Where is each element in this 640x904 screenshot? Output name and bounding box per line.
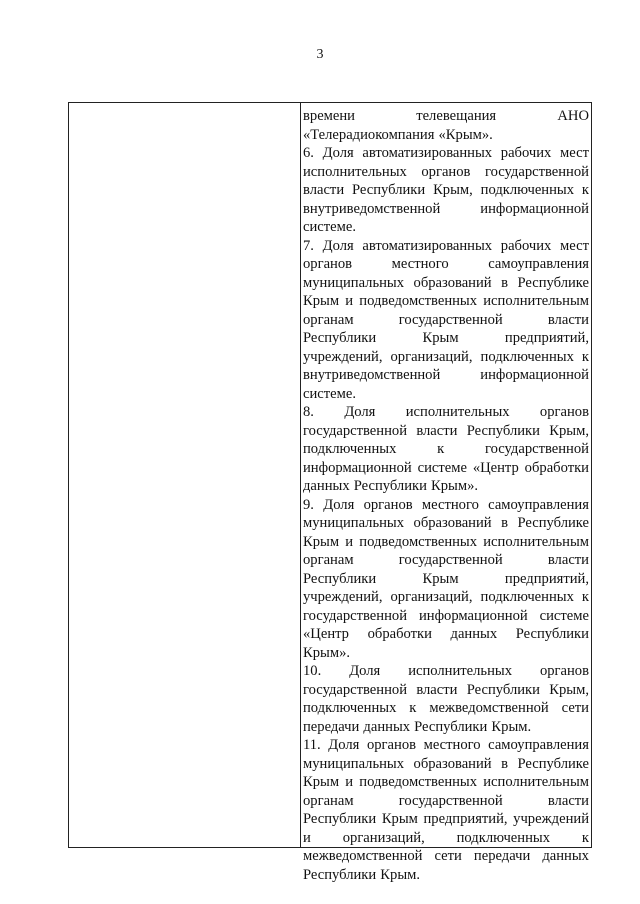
- text-line: органам государственной власти: [303, 311, 589, 328]
- text-line: информационной системе «Центр обработки: [303, 459, 589, 476]
- text-line: 8. Доля исполнительных органов: [303, 404, 589, 420]
- text-line: «Телерадиокомпания «Крым».: [303, 126, 493, 143]
- text-line: исполнительных органов государственной: [303, 163, 589, 180]
- page-number: 3: [316, 47, 324, 62]
- text-line: власти Республики Крым, подключенных к: [303, 182, 589, 198]
- text-line: передачи данных Республики Крым.: [303, 718, 532, 735]
- text-line: 7. Доля автоматизированных рабочих мест: [303, 237, 589, 254]
- text-line: 11. Доля органов местного самоуправления: [303, 737, 589, 753]
- text-line: 6. Доля автоматизированных рабочих мест: [303, 145, 589, 161]
- text-line: государственной власти Республики Крым,: [303, 422, 589, 439]
- text-line: Крым и подведомственных исполнительным: [303, 774, 589, 790]
- document-table: [68, 102, 592, 883]
- text-line: органам государственной власти: [303, 552, 589, 568]
- text-line: органов местного самоуправления: [303, 256, 589, 272]
- table-cell-left-empty: [69, 103, 300, 847]
- text-line: муниципальных образований в Республике: [303, 515, 589, 531]
- text-line: учреждений, организаций, подключенных к: [303, 589, 589, 605]
- text-line: внутриведомственной информационной: [303, 367, 589, 383]
- text-line: «Центр обработки данных Республики: [303, 626, 589, 642]
- text-line: межведомственной сети передачи данных: [303, 848, 589, 864]
- text-line: Республики Крым предприятий,: [303, 330, 589, 346]
- text-line: Крым».: [303, 644, 351, 661]
- text-line: системе.: [303, 385, 356, 402]
- text-line: подключенных к государственной: [303, 441, 589, 457]
- table-column-divider: [300, 103, 301, 847]
- text-line: данных Республики Крым».: [303, 478, 479, 494]
- text-line: государственной власти Республики Крым,: [303, 681, 589, 698]
- text-line: Республики Крым предприятий, учреждений: [303, 811, 589, 827]
- text-line: системе.: [303, 219, 356, 235]
- text-line: Крым и подведомственных исполнительным: [303, 533, 589, 550]
- text-line: 10. Доля исполнительных органов: [303, 663, 589, 679]
- text-line: Крым и подведомственных исполнительным: [303, 293, 589, 309]
- text-line: Республики Крым.: [303, 866, 421, 883]
- table-cell-right-text: [303, 107, 589, 884]
- text-line: учреждений, организаций, подключенных к: [303, 348, 589, 365]
- text-line: времени телевещания АНО: [303, 108, 589, 124]
- text-line: органам государственной власти: [303, 792, 589, 809]
- text-line: и организаций, подключенных к: [303, 829, 589, 846]
- text-line: 9. Доля органов местного самоуправления: [303, 496, 589, 513]
- text-line: муниципальных образований в Республике: [303, 755, 589, 772]
- text-line: внутриведомственной информационной: [303, 200, 589, 217]
- text-line: подключенных к межведомственной сети: [303, 700, 589, 716]
- text-line: муниципальных образований в Республике: [303, 274, 589, 291]
- text-line: государственной информационной системе: [303, 607, 589, 624]
- text-line: Республики Крым предприятий,: [303, 570, 589, 587]
